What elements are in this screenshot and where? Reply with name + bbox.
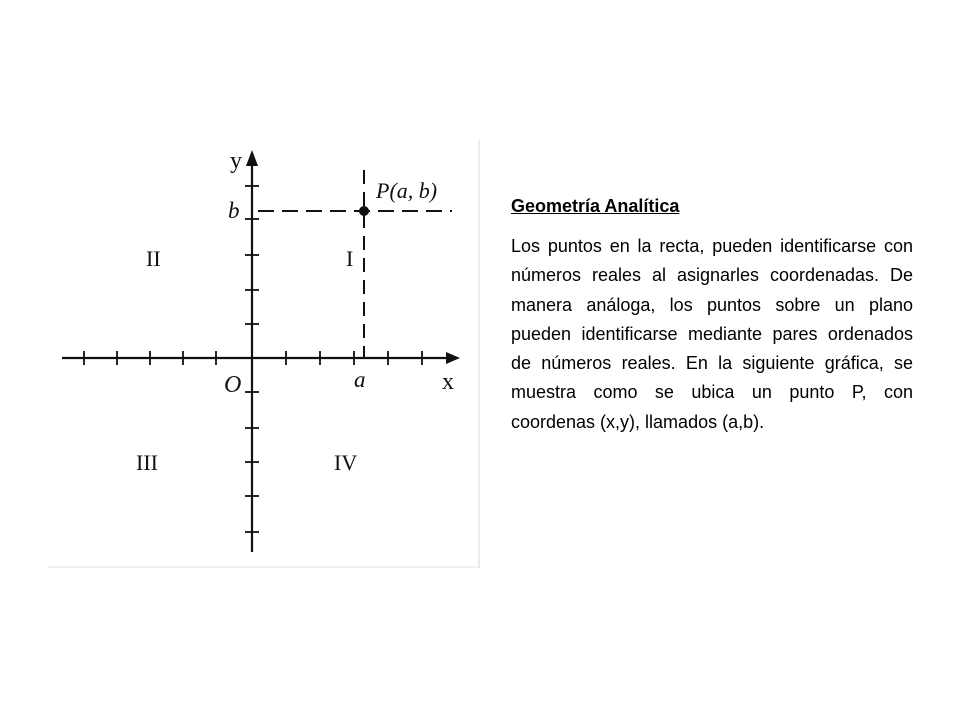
quadrant-iii-label: III [136, 450, 158, 475]
y-axis-label: y [230, 148, 242, 174]
point-p-label: P(a, b) [376, 178, 438, 203]
heading: Geometría Analítica [511, 196, 680, 216]
quadrant-iv-label: IV [334, 450, 358, 475]
x-axis-label: x [442, 369, 454, 395]
y-axis-arrowhead [246, 150, 258, 166]
body-paragraph: Los puntos en la recta, pueden identificarse con números reales al asignarles coordenadas. De manera análoga, los puntos sobre un plano pueden identificarse mediante pares ordenados de números reales. En la siguiente gráfica, se muestra como se ubica un punto P, con coordenas (x,y), llamados (a,b). [511, 236, 913, 432]
quadrant-i-label: I [346, 246, 354, 271]
x-axis-arrowhead [446, 352, 460, 364]
origin-label: O [224, 372, 242, 398]
point-p-marker [359, 206, 369, 216]
quadrant-ii-label: II [146, 246, 161, 271]
text-block [511, 192, 913, 437]
tick-b-label: b [228, 198, 240, 223]
cartesian-plane-figure [48, 140, 480, 568]
tick-a-label: a [354, 367, 366, 392]
cartesian-plane-diagram [48, 140, 480, 568]
